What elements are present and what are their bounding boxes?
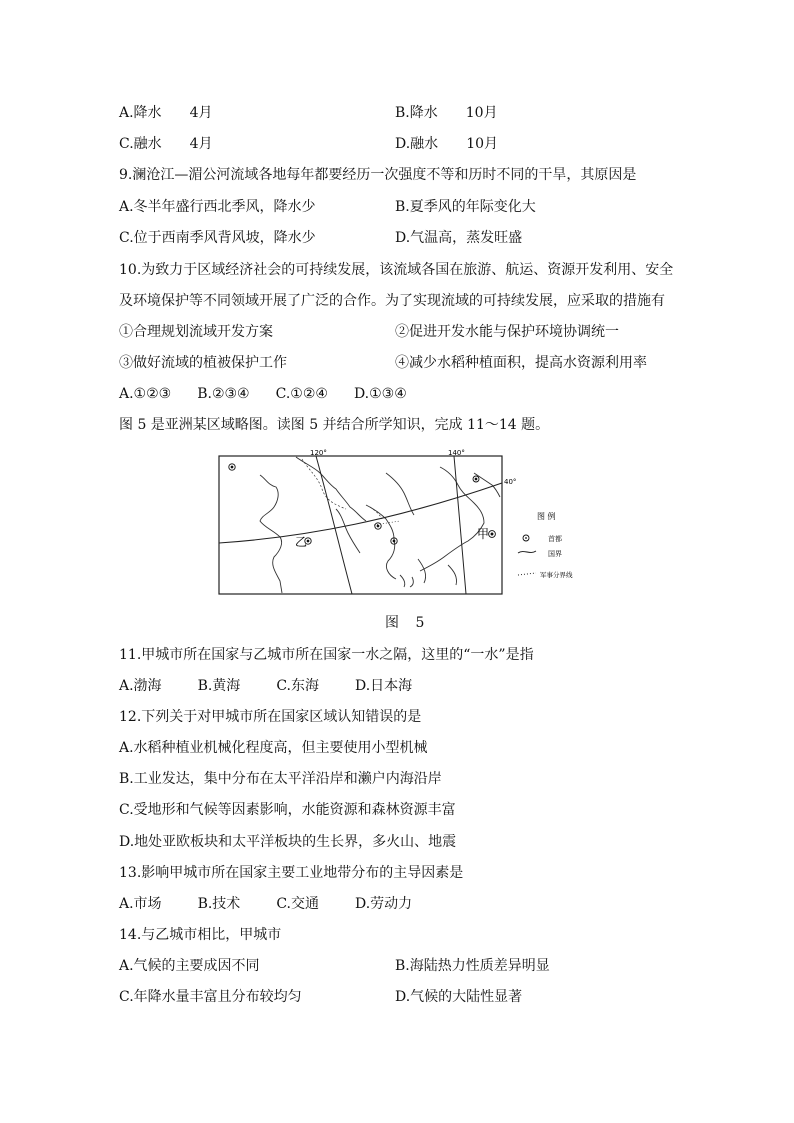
q14-option-a: A.气候的主要成因不同 (119, 958, 260, 974)
q9-stem: 9.澜沧江—湄公河流域各地每年都要经历一次强度不等和历时不同的干旱，其原因是 (119, 167, 637, 183)
q12-option-a: A.水稻种植业机械化程度高，但主要使用小型机械 (119, 740, 428, 756)
figure-caption: 图 5 (385, 615, 431, 631)
q10-statement-2: ②促进开发水能与保护环境协调统一 (395, 324, 619, 340)
q13-option-a: A.市场 (119, 896, 162, 912)
q13-option-b: B.技术 (197, 896, 241, 912)
q13-options (119, 895, 412, 913)
q10-option-d: D.①③④ (353, 386, 407, 402)
city-label-jia: 甲 (477, 527, 490, 541)
q11-option-a: A.渤海 (119, 678, 162, 694)
q9-option-a: A.冬半年盛行西北季风，降水少 (119, 199, 316, 215)
legend-border: 国界 (548, 550, 562, 558)
lon-140-label: 140° (448, 449, 465, 457)
q11-stem: 11.甲城市所在国家与乙城市所在国家一水之隔，这里的“一水”是指 (119, 647, 534, 663)
q10-option-c: C.①②④ (275, 386, 328, 402)
q12-stem: 12.下列关于对甲城市所在国家区域认知错误的是 (119, 709, 422, 725)
q11-option-b: B.黄海 (197, 678, 241, 694)
q10-stem-line2: 及环境保护等不同领域开展了广泛的合作。为了实现流域的可持续发展，应采取的措施有 (119, 293, 665, 309)
q8-option-a-label: A.降水 (119, 105, 162, 121)
q8-option-d (395, 135, 498, 153)
legend-capital: 首都 (548, 535, 562, 543)
q8-option-d-label: D.融水 (395, 136, 439, 152)
q14-option-d: D.气候的大陆性显著 (395, 989, 523, 1005)
q9-option-c: C.位于西南季风背风坡，降水少 (119, 230, 316, 246)
q12-option-d: D.地处亚欧板块和太平洋板块的生长界，多火山、地震 (119, 834, 457, 850)
q13-option-c: C.交通 (276, 896, 319, 912)
q8-option-b-label: B.降水 (395, 105, 438, 121)
asia-region-map (218, 449, 586, 597)
q14-stem: 14.与乙城市相比，甲城市 (119, 927, 282, 943)
city-label-yi: 乙 (295, 535, 308, 549)
q8-option-c-label: C.融水 (119, 136, 162, 152)
q8-option-d-value: 10月 (466, 136, 499, 152)
q8-option-b-value: 10月 (465, 105, 498, 121)
q14-option-b: B.海陆热力性质差异明显 (395, 958, 550, 974)
q10-options (119, 385, 407, 403)
q13-option-d: D.劳动力 (354, 896, 413, 912)
q10-option-b: B.②③④ (197, 386, 250, 402)
q8-option-b (395, 104, 498, 122)
q11-option-c: C.东海 (276, 678, 319, 694)
q10-stem-line1: 10.为致力于区域经济社会的可持续发展，该流域各国在旅游、航运、资源开发利用、安全 (119, 262, 674, 278)
q14-option-c: C.年降水量丰富且分布较均匀 (119, 989, 302, 1005)
q12-option-b: B.工业发达，集中分布在太平洋沿岸和濑户内海沿岸 (119, 771, 442, 787)
legend-military-line: 军事分界线 (540, 571, 573, 579)
q11-option-d: D.日本海 (354, 678, 413, 694)
legend-title: 图 例 (537, 512, 556, 521)
q9-option-d: D.气温高，蒸发旺盛 (395, 230, 523, 246)
lat-40-label: 40° (504, 478, 517, 486)
section-intro: 图 5 是亚洲某区域略图。读图 5 并结合所学知识，完成 11～14 题。 (119, 417, 550, 433)
q11-options (119, 677, 412, 695)
q8-option-a (119, 104, 212, 122)
q10-statement-3: ③做好流域的植被保护工作 (119, 355, 287, 371)
q13-stem: 13.影响甲城市所在国家主要工业地带分布的主导因素是 (119, 865, 464, 881)
q8-option-c (119, 135, 213, 153)
lon-120-label: 120° (310, 449, 327, 457)
q10-option-a: A.①②③ (119, 386, 172, 402)
q9-option-b: B.夏季风的年际变化大 (395, 199, 536, 215)
q10-statement-1: ①合理规划流域开发方案 (119, 324, 273, 340)
q8-option-a-value: 4月 (189, 105, 213, 121)
q12-option-c: C.受地形和气候等因素影响，水能资源和森林资源丰富 (119, 802, 456, 818)
map-legend (518, 511, 573, 579)
q10-statement-4: ④减少水稻种植面积，提高水资源利用率 (395, 355, 647, 371)
q8-option-c-value: 4月 (189, 136, 213, 152)
